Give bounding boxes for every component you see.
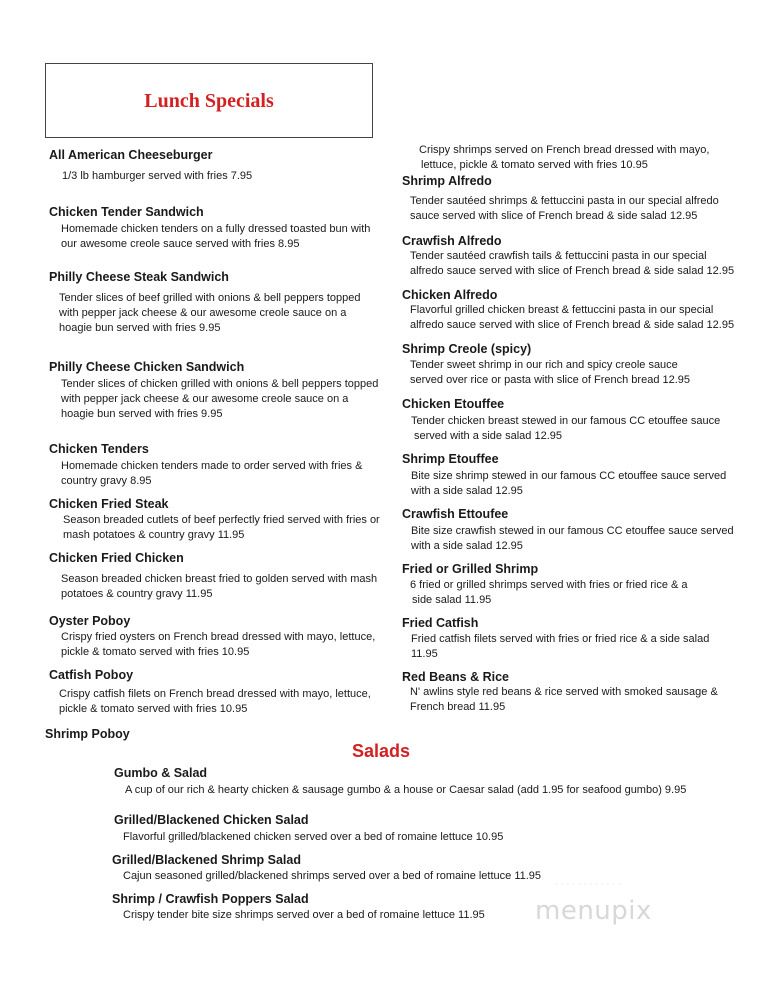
item-name: Chicken Tenders	[49, 442, 149, 456]
watermark-logo: menupix	[535, 896, 652, 926]
item-name: Oyster Poboy	[49, 614, 131, 628]
item-desc: Tender sautéed shrimps & fettuccini pasta in our special alfredo sauce served with slice of French bread & side salad 12.95	[410, 195, 719, 222]
menu-item	[49, 667, 371, 717]
item-desc: Homemade chicken tenders on a fully dressed toasted bun with our awesome creole sauce served with fries 8.95	[61, 223, 371, 250]
item-desc: Fried catfish filets served with fries or fried rice & a side salad 11.95	[411, 633, 710, 660]
item-desc: Bite size crawfish stewed in our famous CC etouffee sauce served with a side salad 12.95	[411, 525, 734, 552]
item-name: Gumbo & Salad	[114, 766, 208, 780]
salad-item	[112, 852, 541, 884]
menu-item	[49, 550, 377, 602]
item-desc: A cup of our rich & hearty chicken & sausage gumbo & a house or Caesar salad (add 1.95 for seafood gumbo) 9.95	[125, 784, 687, 796]
item-name: Grilled/Blackened Shrimp Salad	[112, 853, 301, 867]
item-name: Shrimp / Crawfish Poppers Salad	[112, 892, 309, 906]
item-desc: Homemade chicken tenders made to order served with fries & country gravy 8.95	[61, 460, 363, 487]
menu-item	[45, 726, 130, 742]
item-desc: Tender slices of beef grilled with onions & bell peppers topped with pepper jack cheese & our awesome creole sauce on a hoagie bun served with fries 9.95	[59, 292, 361, 334]
item-name: All American Cheeseburger	[49, 148, 213, 162]
menu-item	[49, 359, 378, 422]
item-desc: N' awlins style red beans & rice served with smoked sausage & French bread 11.95	[410, 686, 718, 713]
item-name: Philly Cheese Steak Sandwich	[49, 270, 229, 284]
item-name: Shrimp Creole (spicy)	[402, 342, 532, 356]
item-name: Chicken Alfredo	[402, 288, 498, 302]
menu-item	[49, 613, 375, 660]
menu-item	[402, 561, 688, 608]
salads-heading: Salads	[352, 741, 411, 761]
menu-item	[402, 396, 720, 444]
item-desc: Tender slices of chicken grilled with onions & bell peppers topped with pepper jack cheese & our awesome creole sauce on a hoagie bun served with fries 9.95	[61, 378, 379, 420]
title-box	[45, 63, 373, 138]
item-desc: 6 fried or grilled shrimps served with fries or fried rice & a side salad 11.95	[410, 579, 688, 606]
menu-item	[402, 506, 734, 554]
menu-item	[49, 204, 370, 252]
item-name: Chicken Fried Steak	[49, 497, 169, 511]
item-name: Chicken Etouffee	[402, 397, 505, 411]
item-desc-continued	[419, 143, 709, 173]
menu-item	[402, 615, 709, 662]
menu-item	[402, 451, 726, 499]
item-name: Crawfish Ettoufee	[402, 507, 509, 521]
menu-item	[402, 341, 690, 388]
item-desc: Tender chicken breast stewed in our famous CC etouffee sauce served with a side salad 12.95	[411, 415, 721, 442]
watermark-dots: · · · · · · · · · · · ·	[555, 880, 621, 890]
menu-item	[402, 287, 734, 333]
menu-item	[402, 173, 719, 224]
item-desc: Season breaded cutlets of beef perfectly fried served with fries or mash potatoes & country gravy 11.95	[63, 514, 380, 541]
item-name: Shrimp Etouffee	[402, 452, 499, 466]
item-desc: Tender sautéed crawfish tails & fettuccini pasta in our special alfredo sauce served with slice of French bread & side salad 12.95	[410, 250, 735, 277]
item-name: Catfish Poboy	[49, 668, 134, 682]
menu-item	[49, 269, 360, 336]
item-desc: Season breaded chicken breast fried to golden served with mash potatoes & country gravy 11.95	[61, 573, 378, 600]
salad-item	[114, 812, 503, 845]
item-desc: Crispy fried oysters on French bread dressed with mayo, lettuce, pickle & tomato served with fries 10.95	[61, 631, 376, 658]
item-name: Red Beans & Rice	[402, 670, 509, 684]
item-name: Shrimp Alfredo	[402, 174, 492, 188]
item-name: Fried Catfish	[402, 616, 479, 630]
item-name: Fried or Grilled Shrimp	[402, 562, 539, 576]
item-name: Philly Cheese Chicken Sandwich	[49, 360, 245, 374]
item-name: Grilled/Blackened Chicken Salad	[114, 813, 309, 827]
salad-item	[112, 891, 485, 923]
item-desc: Flavorful grilled chicken breast & fettuccini pasta in our special alfredo sauce served with slice of French bread & side salad 12.95	[410, 304, 735, 331]
item-desc: 1/3 lb hamburger served with fries 7.95	[62, 170, 253, 182]
page-title: Lunch Specials	[144, 90, 274, 112]
salad-item	[114, 765, 686, 798]
item-name: Shrimp Poboy	[45, 727, 130, 741]
item-desc: Crispy tender bite size shrimps served over a bed of romaine lettuce 11.95	[123, 909, 485, 921]
menu-item	[402, 669, 718, 715]
menu-item	[49, 147, 252, 184]
item-name: Chicken Fried Chicken	[49, 551, 184, 565]
item-desc: Crispy catfish filets on French bread dressed with mayo, lettuce, pickle & tomato served with fries 10.95	[59, 688, 371, 715]
item-desc: Bite size shrimp stewed in our famous CC etouffee sauce served with a side salad 12.95	[411, 470, 727, 497]
item-name: Crawfish Alfredo	[402, 234, 502, 248]
item-desc: Tender sweet shrimp in our rich and spicy creole sauce served over rice or pasta with slice of French bread 12.95	[410, 359, 691, 386]
item-desc: Flavorful grilled/blackened chicken served over a bed of romaine lettuce 10.95	[123, 831, 504, 843]
item-name: Chicken Tender Sandwich	[49, 205, 204, 219]
menu-item	[49, 441, 362, 489]
item-desc: Cajun seasoned grilled/blackened shrimps served over a bed of romaine lettuce 11.95	[123, 870, 542, 882]
item-desc: Crispy shrimps served on French bread dressed with mayo, lettuce, pickle & tomato served with fries 10.95	[419, 144, 710, 171]
menu-item	[49, 496, 380, 543]
menu-item	[402, 233, 734, 279]
